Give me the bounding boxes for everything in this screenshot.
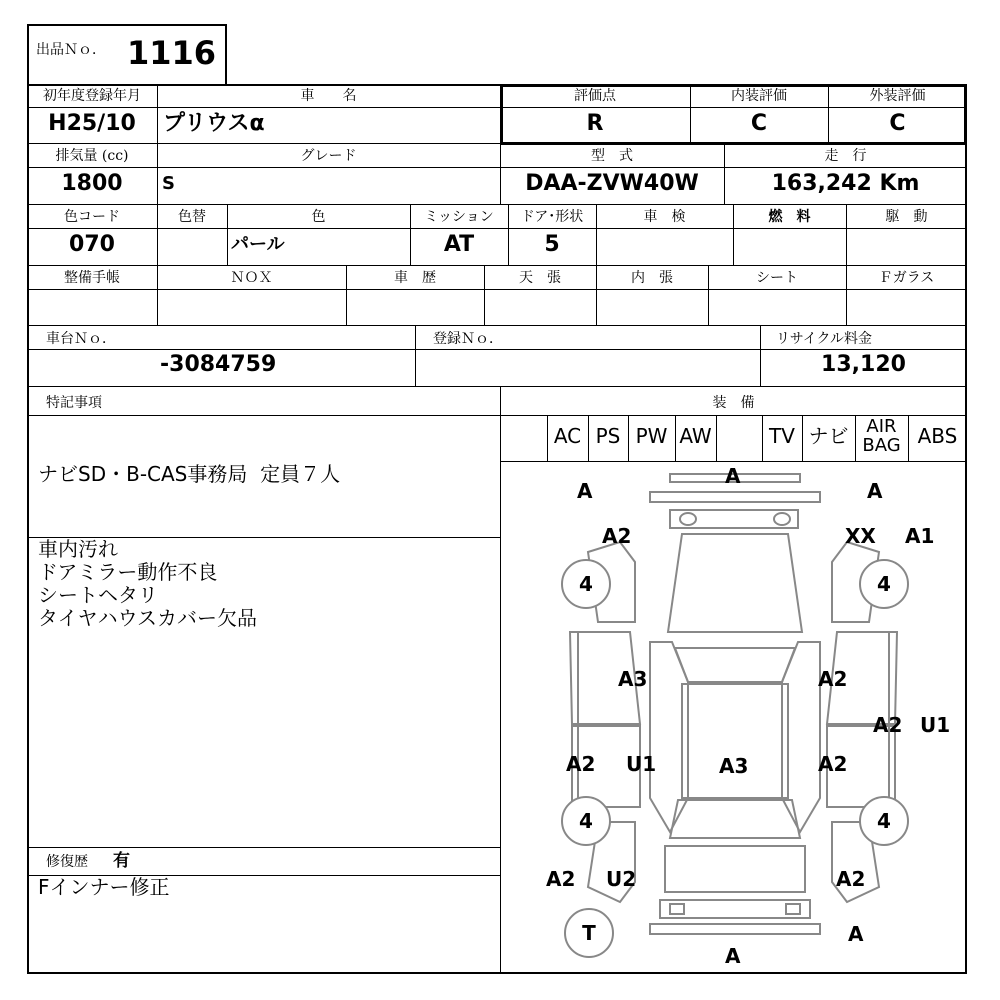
mark-right-sill: A2 bbox=[873, 713, 903, 737]
equip-navi: ナビ bbox=[808, 424, 849, 448]
equip-pw: PW bbox=[635, 424, 668, 448]
mark-right-front-door: A2 bbox=[818, 667, 848, 691]
mark-rear: A bbox=[725, 944, 741, 968]
remark-4: タイヤハウスカバー欠品 bbox=[38, 606, 257, 630]
mark-left-front-fender: A2 bbox=[602, 524, 632, 548]
mark-right-sill-2: U1 bbox=[920, 713, 951, 737]
chassis-label: 車台Ｎｏ． bbox=[46, 331, 116, 347]
equip-tv: TV bbox=[769, 424, 795, 448]
cabin bbox=[682, 684, 788, 798]
reg-date-label: 初年度登録年月 bbox=[43, 88, 141, 104]
drive-label: 駆 動 bbox=[885, 209, 928, 225]
spare-tire: T bbox=[564, 908, 614, 958]
mark-left-rear-fender: A2 bbox=[546, 867, 576, 891]
transmission-value: AT bbox=[443, 232, 475, 257]
displacement-value: 1800 bbox=[61, 171, 123, 196]
lot-number: 1116 bbox=[127, 34, 217, 72]
repair-history-label: 修復歴 bbox=[46, 854, 88, 870]
maintenance-label: 整備手帳 bbox=[64, 270, 120, 286]
mark-roof: A3 bbox=[719, 754, 749, 778]
exterior-label: 外装評価 bbox=[869, 88, 926, 104]
remark-3: シートヘタリ bbox=[38, 583, 158, 607]
seat-label: シート bbox=[756, 270, 798, 286]
mark-right-front-fender: XX bbox=[845, 524, 876, 548]
interior-label: 内装評価 bbox=[731, 88, 787, 104]
lot-label: 出品Ｎｏ． bbox=[36, 42, 106, 58]
headliner-label: 内 張 bbox=[631, 270, 673, 286]
displacement-label: 排気量 (cc) bbox=[55, 148, 129, 164]
tire-front-right: 4 bbox=[859, 559, 909, 609]
hline bbox=[27, 289, 967, 290]
mark-front: A bbox=[725, 464, 741, 488]
hline bbox=[27, 847, 501, 848]
equipment-label: 装 備 bbox=[712, 395, 755, 411]
repair-history-text: Fインナー修正 bbox=[38, 875, 170, 899]
fuel-label: 燃 料 bbox=[768, 209, 811, 225]
equip-aw: AW bbox=[679, 424, 712, 448]
hline bbox=[27, 107, 501, 108]
repaint-label: 色替 bbox=[178, 209, 206, 225]
exterior-value: C bbox=[889, 111, 906, 136]
equip-ac: AC bbox=[553, 424, 582, 448]
score-label: 評価点 bbox=[574, 88, 616, 104]
rear-bumper bbox=[660, 900, 810, 918]
repair-history-value: 有 bbox=[113, 851, 130, 871]
roof bbox=[675, 648, 795, 682]
rear-window bbox=[670, 800, 800, 838]
nox-label: ＮＯＸ bbox=[230, 270, 273, 286]
transmission-label: ミッション bbox=[424, 209, 494, 225]
doors-value: 5 bbox=[544, 232, 560, 257]
sunroof-label: 天 張 bbox=[519, 270, 561, 286]
recycle-value: 13,120 bbox=[821, 352, 906, 377]
remark-2: ドアミラー動作不良 bbox=[38, 560, 218, 584]
mileage-label: 走 行 bbox=[824, 148, 867, 164]
model-label: 型 式 bbox=[591, 148, 633, 164]
hline bbox=[27, 167, 967, 168]
special-notes-text: ナビSD・B-CAS事務局 定員７人 bbox=[38, 462, 341, 486]
color-value: パール bbox=[231, 234, 285, 255]
hline bbox=[27, 386, 967, 387]
mark-right-rear-fender: A2 bbox=[836, 867, 866, 891]
reg-date-value: H25/10 bbox=[48, 111, 136, 136]
mileage-value: 163,242 Km bbox=[771, 171, 920, 196]
grade-label: グレード bbox=[300, 148, 357, 164]
history-label: 車 歴 bbox=[394, 270, 436, 286]
mark-right-front-edge: A1 bbox=[905, 524, 935, 548]
grade-value: S bbox=[162, 173, 175, 194]
tire-rear-right: 4 bbox=[859, 796, 909, 846]
fglass-label: Ｆガラス bbox=[878, 270, 935, 286]
mark-rear-right-corner: A bbox=[848, 922, 864, 946]
equip-airbag: AIR BAG bbox=[862, 416, 901, 456]
model-value: DAA-ZVW40W bbox=[525, 171, 699, 196]
hood bbox=[668, 534, 802, 632]
vline bbox=[716, 415, 717, 462]
trunk bbox=[665, 846, 805, 892]
remark-1: 車内汚れ bbox=[38, 537, 118, 561]
equip-abs: ABS bbox=[917, 424, 958, 448]
color-code-label: 色コード bbox=[64, 209, 120, 225]
recycle-label: リサイクル料金 bbox=[776, 331, 873, 347]
tire-rear-left: 4 bbox=[561, 796, 611, 846]
mark-front-left-corner: A bbox=[577, 479, 593, 503]
hline bbox=[27, 228, 967, 229]
vline bbox=[415, 325, 416, 387]
mark-left-rear-door: U1 bbox=[626, 752, 657, 776]
mark-left-sill: A2 bbox=[566, 752, 596, 776]
doors-label: ドア･形状 bbox=[520, 209, 584, 225]
hline bbox=[27, 204, 967, 205]
equip-ps: PS bbox=[595, 424, 621, 448]
mark-left-rear-quarter: U2 bbox=[606, 867, 637, 891]
tire-front-left: 4 bbox=[561, 559, 611, 609]
mark-right-rear-door: A2 bbox=[818, 752, 848, 776]
registration-label: 登録Ｎｏ． bbox=[433, 331, 503, 347]
car-name-label: 車 名 bbox=[300, 88, 357, 104]
color-label: 色 bbox=[311, 209, 326, 225]
mark-left-front-door: A3 bbox=[618, 667, 648, 691]
hline bbox=[27, 265, 967, 266]
car-name-value: プリウスα bbox=[163, 111, 265, 136]
chassis-value: -3084759 bbox=[160, 352, 277, 377]
color-code-value: 070 bbox=[69, 232, 115, 257]
score-value: R bbox=[586, 111, 604, 136]
interior-value: C bbox=[750, 111, 768, 136]
mark-front-right-corner: A bbox=[867, 479, 883, 503]
hline bbox=[27, 325, 967, 326]
hline bbox=[500, 107, 967, 108]
special-notes-label: 特記事項 bbox=[46, 395, 102, 411]
inspection-label: 車 検 bbox=[643, 209, 686, 225]
